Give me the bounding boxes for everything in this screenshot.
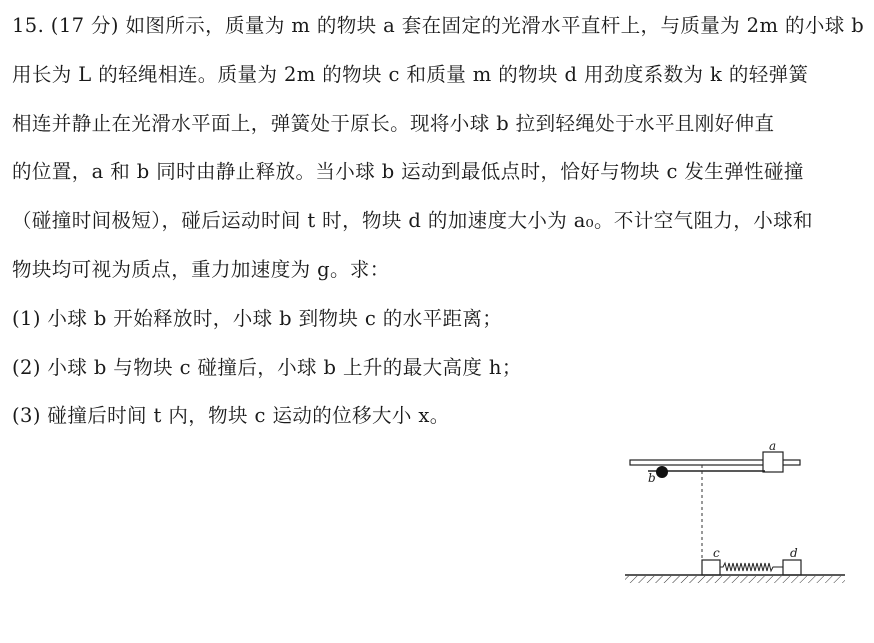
label-b: b — [648, 471, 656, 485]
block-d — [783, 560, 801, 575]
problem-text — [12, 14, 865, 453]
block-c — [702, 560, 720, 575]
problem-line-5: （碰撞时间极短），碰后运动时间 t 时，物块 d 的加速度大小为 a₀。不计空气阻力，小球和 — [12, 209, 813, 233]
question-2: (2) 小球 b 与物块 c 碰撞后，小球 b 上升的最大高度 h； — [12, 355, 522, 379]
label-d: d — [790, 546, 798, 560]
spring — [720, 563, 783, 571]
physics-figure — [620, 440, 850, 600]
question-1: (1) 小球 b 开始释放时，小球 b 到物块 c 的水平距离； — [12, 306, 503, 330]
problem-line-1: 15. (17 分) 如图所示，质量为 m 的物块 a 套在固定的光滑水平直杆上，与质量为 2m 的小球 b — [12, 14, 865, 37]
problem-line-2: 用长为 L 的轻绳相连。质量为 2m 的物块 c 和质量 m 的物块 d 用劲度系数为 k 的轻弹簧 — [12, 62, 809, 86]
block-a — [763, 452, 783, 472]
problem-line-3: 相连并静止在光滑水平面上，弹簧处于原长。现将小球 b 拉到轻绳处于水平且刚好伸直 — [12, 111, 775, 135]
problem-line-4: 的位置，a 和 b 同时由静止释放。当小球 b 运动到最低点时，恰好与物块 c 发生弹性碰撞 — [12, 160, 804, 184]
problem-line-6: 物块均可视为质点，重力加速度为 g。求： — [12, 257, 390, 281]
ball-b — [656, 466, 668, 478]
ground-hatching — [625, 576, 845, 583]
label-c: c — [713, 546, 720, 560]
label-a: a — [769, 440, 777, 453]
question-3: (3) 碰撞后时间 t 内，物块 c 运动的位移大小 x。 — [12, 404, 450, 428]
